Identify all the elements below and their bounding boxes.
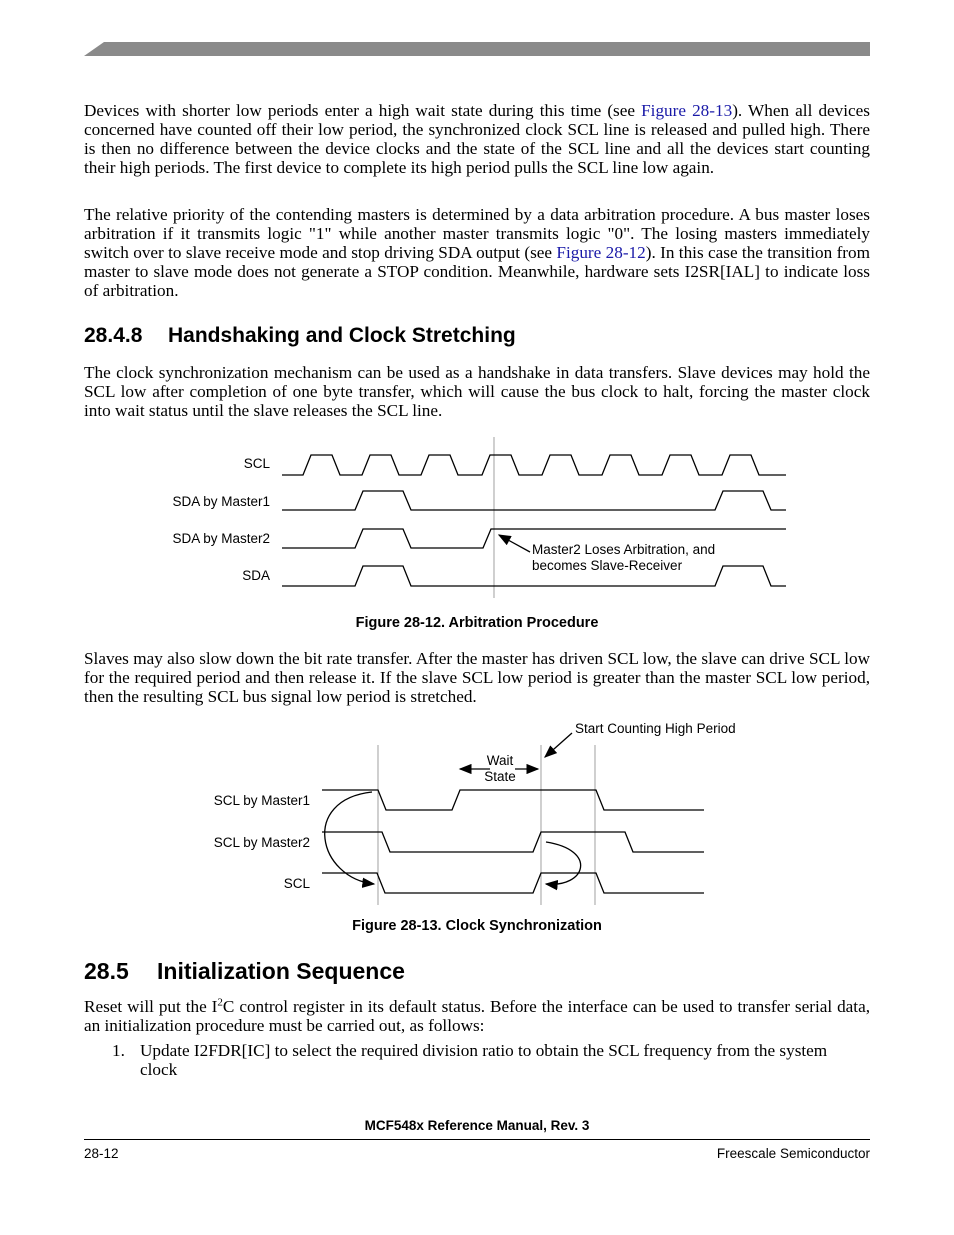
list-item-text: Update I2FDR[IC] to select the required division ratio to obtain the SCL frequency from the system clock (140, 1041, 828, 1079)
causal-curve-left (325, 792, 374, 884)
waveform-scl-master1 (322, 790, 704, 810)
section-heading-285 (84, 958, 405, 985)
para5-superscript: 2 (217, 996, 223, 1009)
causal-curve-right (546, 842, 581, 884)
waveform-scl-master2 (322, 832, 704, 852)
list-item-number: 1. (112, 1041, 125, 1060)
wait-line1: Wait (486, 753, 514, 768)
section-number-285: 28.5 (84, 958, 129, 984)
paragraph-handshake: The clock synchronization mechanism can be used as a handshake in data transfers. Slave devices may hold the SCL low after completion of one byte transfer, which will cause the bus clock to halt, forcing the master clock into wait status until the slave releases the SCL line. (84, 363, 870, 420)
footer-rule (84, 1139, 870, 1140)
para5-text-a: Reset will put the I (84, 997, 218, 1016)
figure-28-12-link[interactable]: Figure 28-12 (556, 243, 646, 262)
signal-label-sda: SDA (242, 568, 270, 583)
signal-label-scl-master1: SCL by Master1 (213, 793, 310, 808)
figure-28-13-caption: Figure 28-13. Clock Synchronization (352, 918, 602, 934)
signal-label-scl-master2: SCL by Master2 (213, 835, 310, 850)
signal-label-sda-master1: SDA by Master1 (172, 494, 270, 509)
init-steps-list (84, 1041, 870, 1079)
start-counting-label: Start Counting High Period (575, 721, 736, 736)
wait-line2: State (484, 769, 516, 784)
section-title: Handshaking and Clock Stretching (168, 324, 516, 347)
section-title-285: Initialization Sequence (157, 958, 405, 984)
section-number: 28.4.8 (84, 324, 143, 347)
signal-label-scl-bus: SCL (283, 876, 310, 891)
waveform-scl-bus (322, 873, 704, 893)
figure-28-12-caption: Figure 28-12. Arbitration Procedure (355, 615, 599, 631)
footer-page-number: 28-12 (84, 1146, 119, 1161)
signal-label-scl: SCL (243, 456, 270, 471)
annotation-line2: becomes Slave-Receiver (532, 558, 683, 573)
start-counting-arrow (545, 733, 572, 757)
paragraph-bit-rate: Slaves may also slow down the bit rate transfer. After the master has driven SCL low, the slave can drive SCL low for the required period and then release it. If the slave SCL low period is greater than the master SCL low period, then the resulting SCL bus signal low period is stretched. (84, 649, 870, 706)
para2-text-b: ). In this case the transition from master to slave mode does not generate a STOP condition. Meanwhile, hardware sets I2SR[IAL] to indicate loss of arbitration. (84, 243, 870, 300)
para2-text-a: The relative priority of the contending masters is determined by a data arbitration procedure. A bus master loses arbitration if it transmits logic "1" while another master transmits logic "0". The losing masters immediately switch over to slave receive mode and stop driving SDA output (see (84, 205, 870, 262)
annotation-line1: Master2 Loses Arbitration, and (532, 542, 716, 557)
para1-text-b: ). When all devices concerned have counted off their low period, the synchronized clock SCL line is released and pulled high. There is then no difference between the device clocks and the state of the SCL line and all the devices start counting their high periods. The first device to complete its high period pulls the SCL line low again. (84, 101, 870, 177)
footer-company: Freescale Semiconductor (716, 1146, 870, 1161)
signal-label-sda-master2: SDA by Master2 (172, 531, 270, 546)
para1-text-a: Devices with shorter low periods enter a high wait state during this time (see (84, 101, 642, 120)
figure-28-13-link[interactable]: Figure 28-13 (641, 101, 733, 120)
paragraph-reset (84, 997, 870, 1035)
footer-title: MCF548x Reference Manual, Rev. 3 (364, 1118, 590, 1133)
list-item (84, 1041, 870, 1079)
para5-text-b: C control register in its default status. Before the interface can be used to transfer serial data, an initialization procedure must be carried out, as follows: (84, 997, 870, 1035)
